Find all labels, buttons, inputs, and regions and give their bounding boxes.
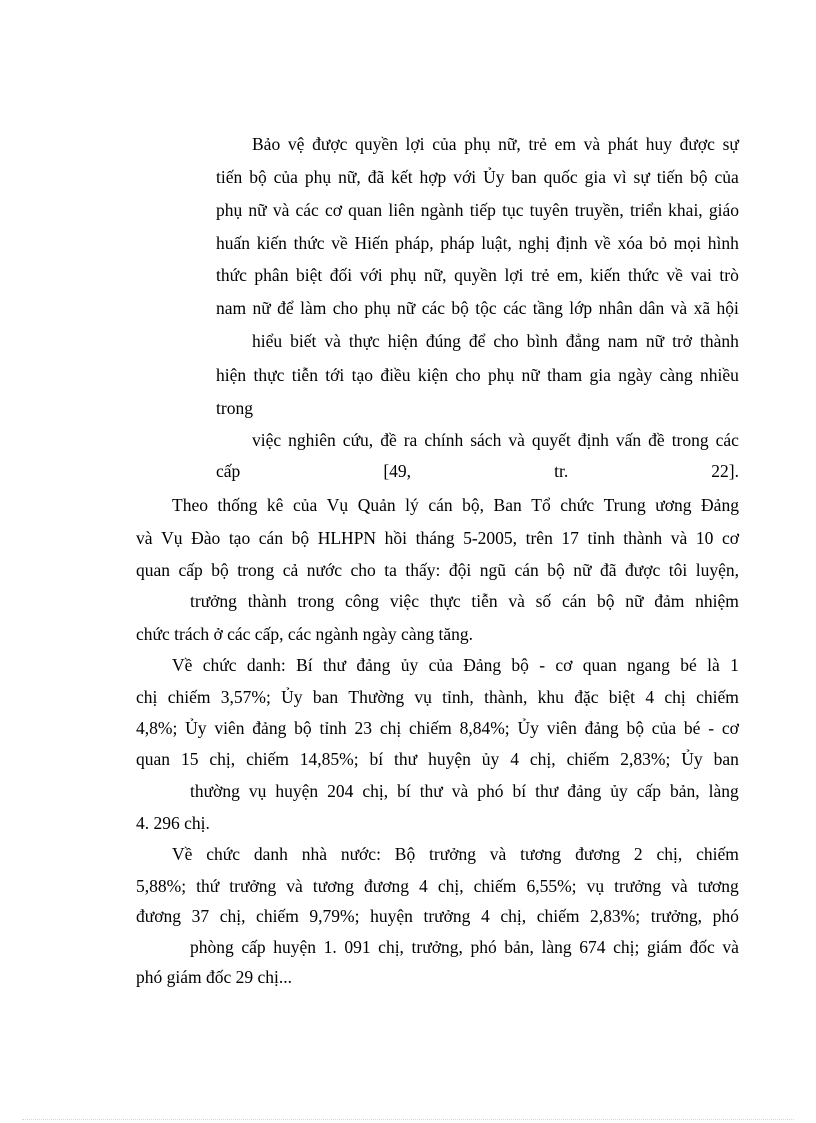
citation-word: 22]. [711, 461, 739, 481]
body-line: 4. 296 chị. [136, 813, 210, 833]
quote-line: huấn kiến thức về Hiến pháp, pháp luật, nghị định về xóa bỏ mọi hình [216, 233, 739, 253]
body-line: 5,88%; thứ trưởng và tương đương 4 chị, chiếm 6,55%; vụ trưởng và tương [136, 876, 739, 896]
body-line: Về chức danh nhà nước: Bộ trưởng và tương đương 2 chị, chiếm [172, 844, 739, 864]
body-line: và Vụ Đào tạo cán bộ HLHPN hồi tháng 5-2005, trên 17 tỉnh thành và 10 cơ [136, 528, 739, 548]
body-line: quan cấp bộ trong cả nước cho ta thấy: đội ngũ cán bộ nữ đã được tôi luyện, [136, 560, 739, 580]
quote-line: tiến bộ của phụ nữ, đã kết hợp với Ủy ban quốc gia vì sự tiến bộ của [216, 167, 739, 187]
body-line: Theo thống kê của Vụ Quản lý cán bộ, Ban Tổ chức Trung ương Đảng [172, 495, 739, 515]
quote-line: hiểu biết và thực hiện đúng để cho bình đẳng nam nữ trở thành [252, 331, 739, 351]
body-line: Về chức danh: Bí thư đảng ủy của Đảng bộ - cơ quan ngang bé là 1 [172, 655, 739, 675]
quote-line: phụ nữ và các cơ quan liên ngành tiếp tục tuyên truyền, triển khai, giáo [216, 200, 739, 220]
quote-line: việc nghiên cứu, đề ra chính sách và quyết định vấn đề trong các [252, 430, 739, 450]
body-line: đương 37 chị, chiếm 9,79%; huyện trưởng 4 chị, chiếm 2,83%; trưởng, phó [136, 906, 739, 926]
quote-line: trong [216, 398, 253, 418]
quote-line: nam nữ để làm cho phụ nữ các bộ tộc các tầng lớp nhân dân và xã hội [216, 298, 739, 318]
quote-line: Bảo vệ được quyền lợi của phụ nữ, trẻ em và phát huy được sự [252, 134, 739, 154]
page-bottom-divider [22, 1119, 794, 1120]
body-line: thường vụ huyện 204 chị, bí thư và phó bí thư đảng ủy cấp bản, làng [190, 781, 739, 801]
body-line: phó giám đốc 29 chị... [136, 967, 293, 987]
body-line: quan 15 chị, chiếm 14,85%; bí thư huyện ủy 4 chị, chiếm 2,83%; Ủy ban [136, 749, 739, 769]
body-line: chức trách ở các cấp, các ngành ngày càng tăng. [136, 624, 473, 644]
citation-word: [49, [383, 461, 412, 481]
body-line: 4,8%; Ủy viên đảng bộ tỉnh 23 chị chiếm 8,84%; Ủy viên đảng bộ của bé - cơ [136, 718, 739, 738]
quote-line: hiện thực tiễn tới tạo điều kiện cho phụ nữ tham gia ngày càng nhiều [216, 365, 739, 385]
quote-line: thức phân biệt đối với phụ nữ, quyền lợi trẻ em, kiến thức về vai trò [216, 265, 739, 285]
citation-line [216, 460, 739, 482]
citation-word: cấp [216, 461, 241, 481]
body-line: chị chiếm 3,57%; Ủy ban Thường vụ tỉnh, thành, khu đặc biệt 4 chị chiếm [136, 687, 739, 707]
body-line: phòng cấp huyện 1. 091 chị, trưởng, phó bản, làng 674 chị; giám đốc và [190, 937, 739, 957]
citation-word: tr. [554, 461, 569, 481]
body-line: trưởng thành trong công việc thực tiễn và số cán bộ nữ đảm nhiệm [190, 591, 739, 611]
